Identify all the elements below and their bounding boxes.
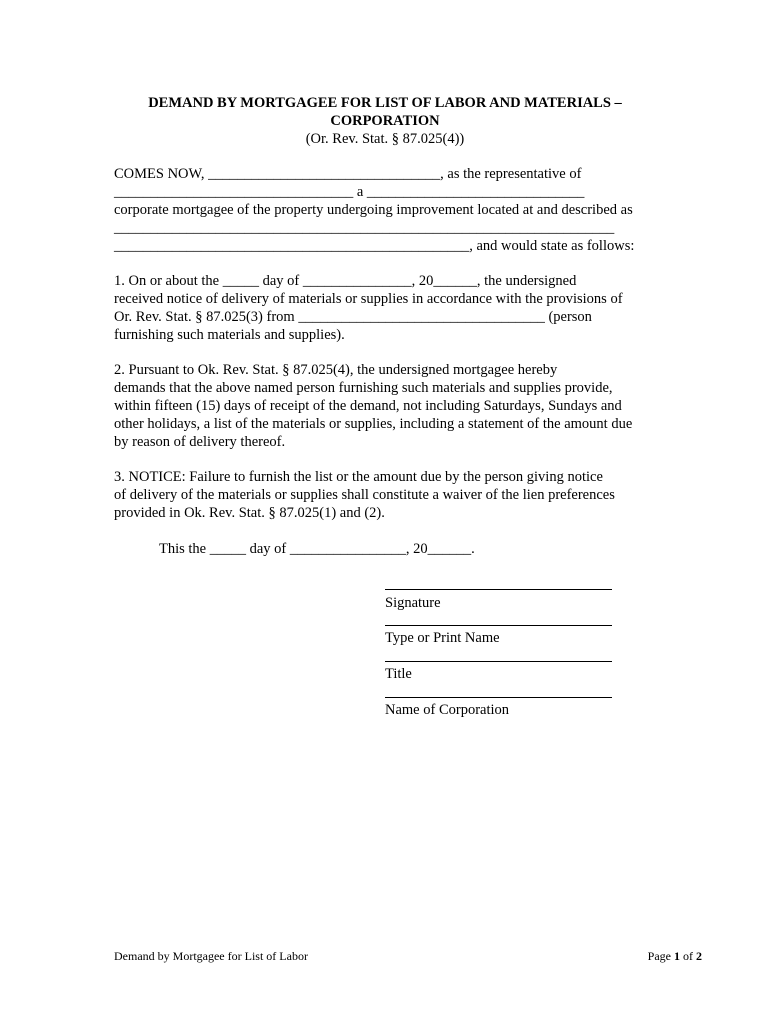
paragraph-line: by reason of delivery thereof. — [114, 434, 286, 450]
page-prefix: Page — [647, 949, 674, 963]
intro-line: _________________________________________________, and would state as follows: — [114, 238, 635, 254]
page-of: of — [680, 949, 696, 963]
page-total: 2 — [696, 949, 702, 963]
paragraph-line: other holidays, a list of the materials or supplies, including a statement of the amount due — [114, 416, 633, 432]
print-name-label: Type or Print Name — [385, 630, 500, 646]
paragraph-line: 3. NOTICE: Failure to furnish the list or the amount due by the person giving notice — [114, 469, 603, 485]
paragraph-2 — [114, 361, 662, 451]
paragraph-line: of delivery of the materials or supplies shall constitute a waiver of the lien preferences — [114, 487, 615, 503]
signature-label: Signature — [385, 595, 441, 611]
paragraph-line: furnishing such materials and supplies). — [114, 327, 345, 343]
paragraph-line: 2. Pursuant to Ok. Rev. Stat. § 87.025(4), the undersigned mortgagee hereby — [114, 362, 558, 378]
page-current: 1 — [674, 949, 680, 963]
title-label: Title — [385, 666, 412, 682]
paragraph-line: received notice of delivery of materials or supplies in accordance with the provisions of — [114, 291, 623, 307]
paragraph-line: within fifteen (15) days of receipt of the demand, not including Saturdays, Sundays and — [114, 398, 622, 414]
print-name-line — [385, 625, 612, 626]
paragraph-line: Or. Rev. Stat. § 87.025(3) from __________________________________ (person — [114, 309, 592, 325]
document-title — [100, 94, 670, 130]
dated-line: This the _____ day of ________________, 20______. — [159, 541, 475, 557]
paragraph-1 — [114, 272, 662, 344]
intro-line: _____________________________________________________________________ — [114, 220, 615, 236]
title-line-2: CORPORATION — [330, 113, 440, 129]
title-line — [385, 661, 612, 662]
corporation-name-line — [385, 697, 612, 698]
corporation-name-label: Name of Corporation — [385, 702, 510, 718]
intro-paragraph — [114, 165, 662, 255]
title-line-1: DEMAND BY MORTGAGEE FOR LIST OF LABOR AND MATERIALS – — [148, 95, 622, 111]
intro-line: COMES NOW, ________________________________, as the representative of — [114, 166, 582, 182]
intro-line: corporate mortgagee of the property undergoing improvement located at and described as — [114, 202, 633, 218]
signature-line — [385, 589, 612, 590]
footer-document-name: Demand by Mortgagee for List of Labor — [114, 949, 308, 963]
statute-citation: (Or. Rev. Stat. § 87.025(4)) — [305, 131, 465, 147]
paragraph-3-notice — [114, 468, 662, 522]
intro-line: _________________________________ a ______________________________ — [114, 184, 585, 200]
footer-page-number — [648, 948, 702, 964]
paragraph-line: 1. On or about the _____ day of _______________, 20______, the undersigned — [114, 273, 577, 289]
paragraph-line: demands that the above named person furnishing such materials and supplies provide, — [114, 380, 613, 396]
paragraph-line: provided in Ok. Rev. Stat. § 87.025(1) and (2). — [114, 505, 385, 521]
